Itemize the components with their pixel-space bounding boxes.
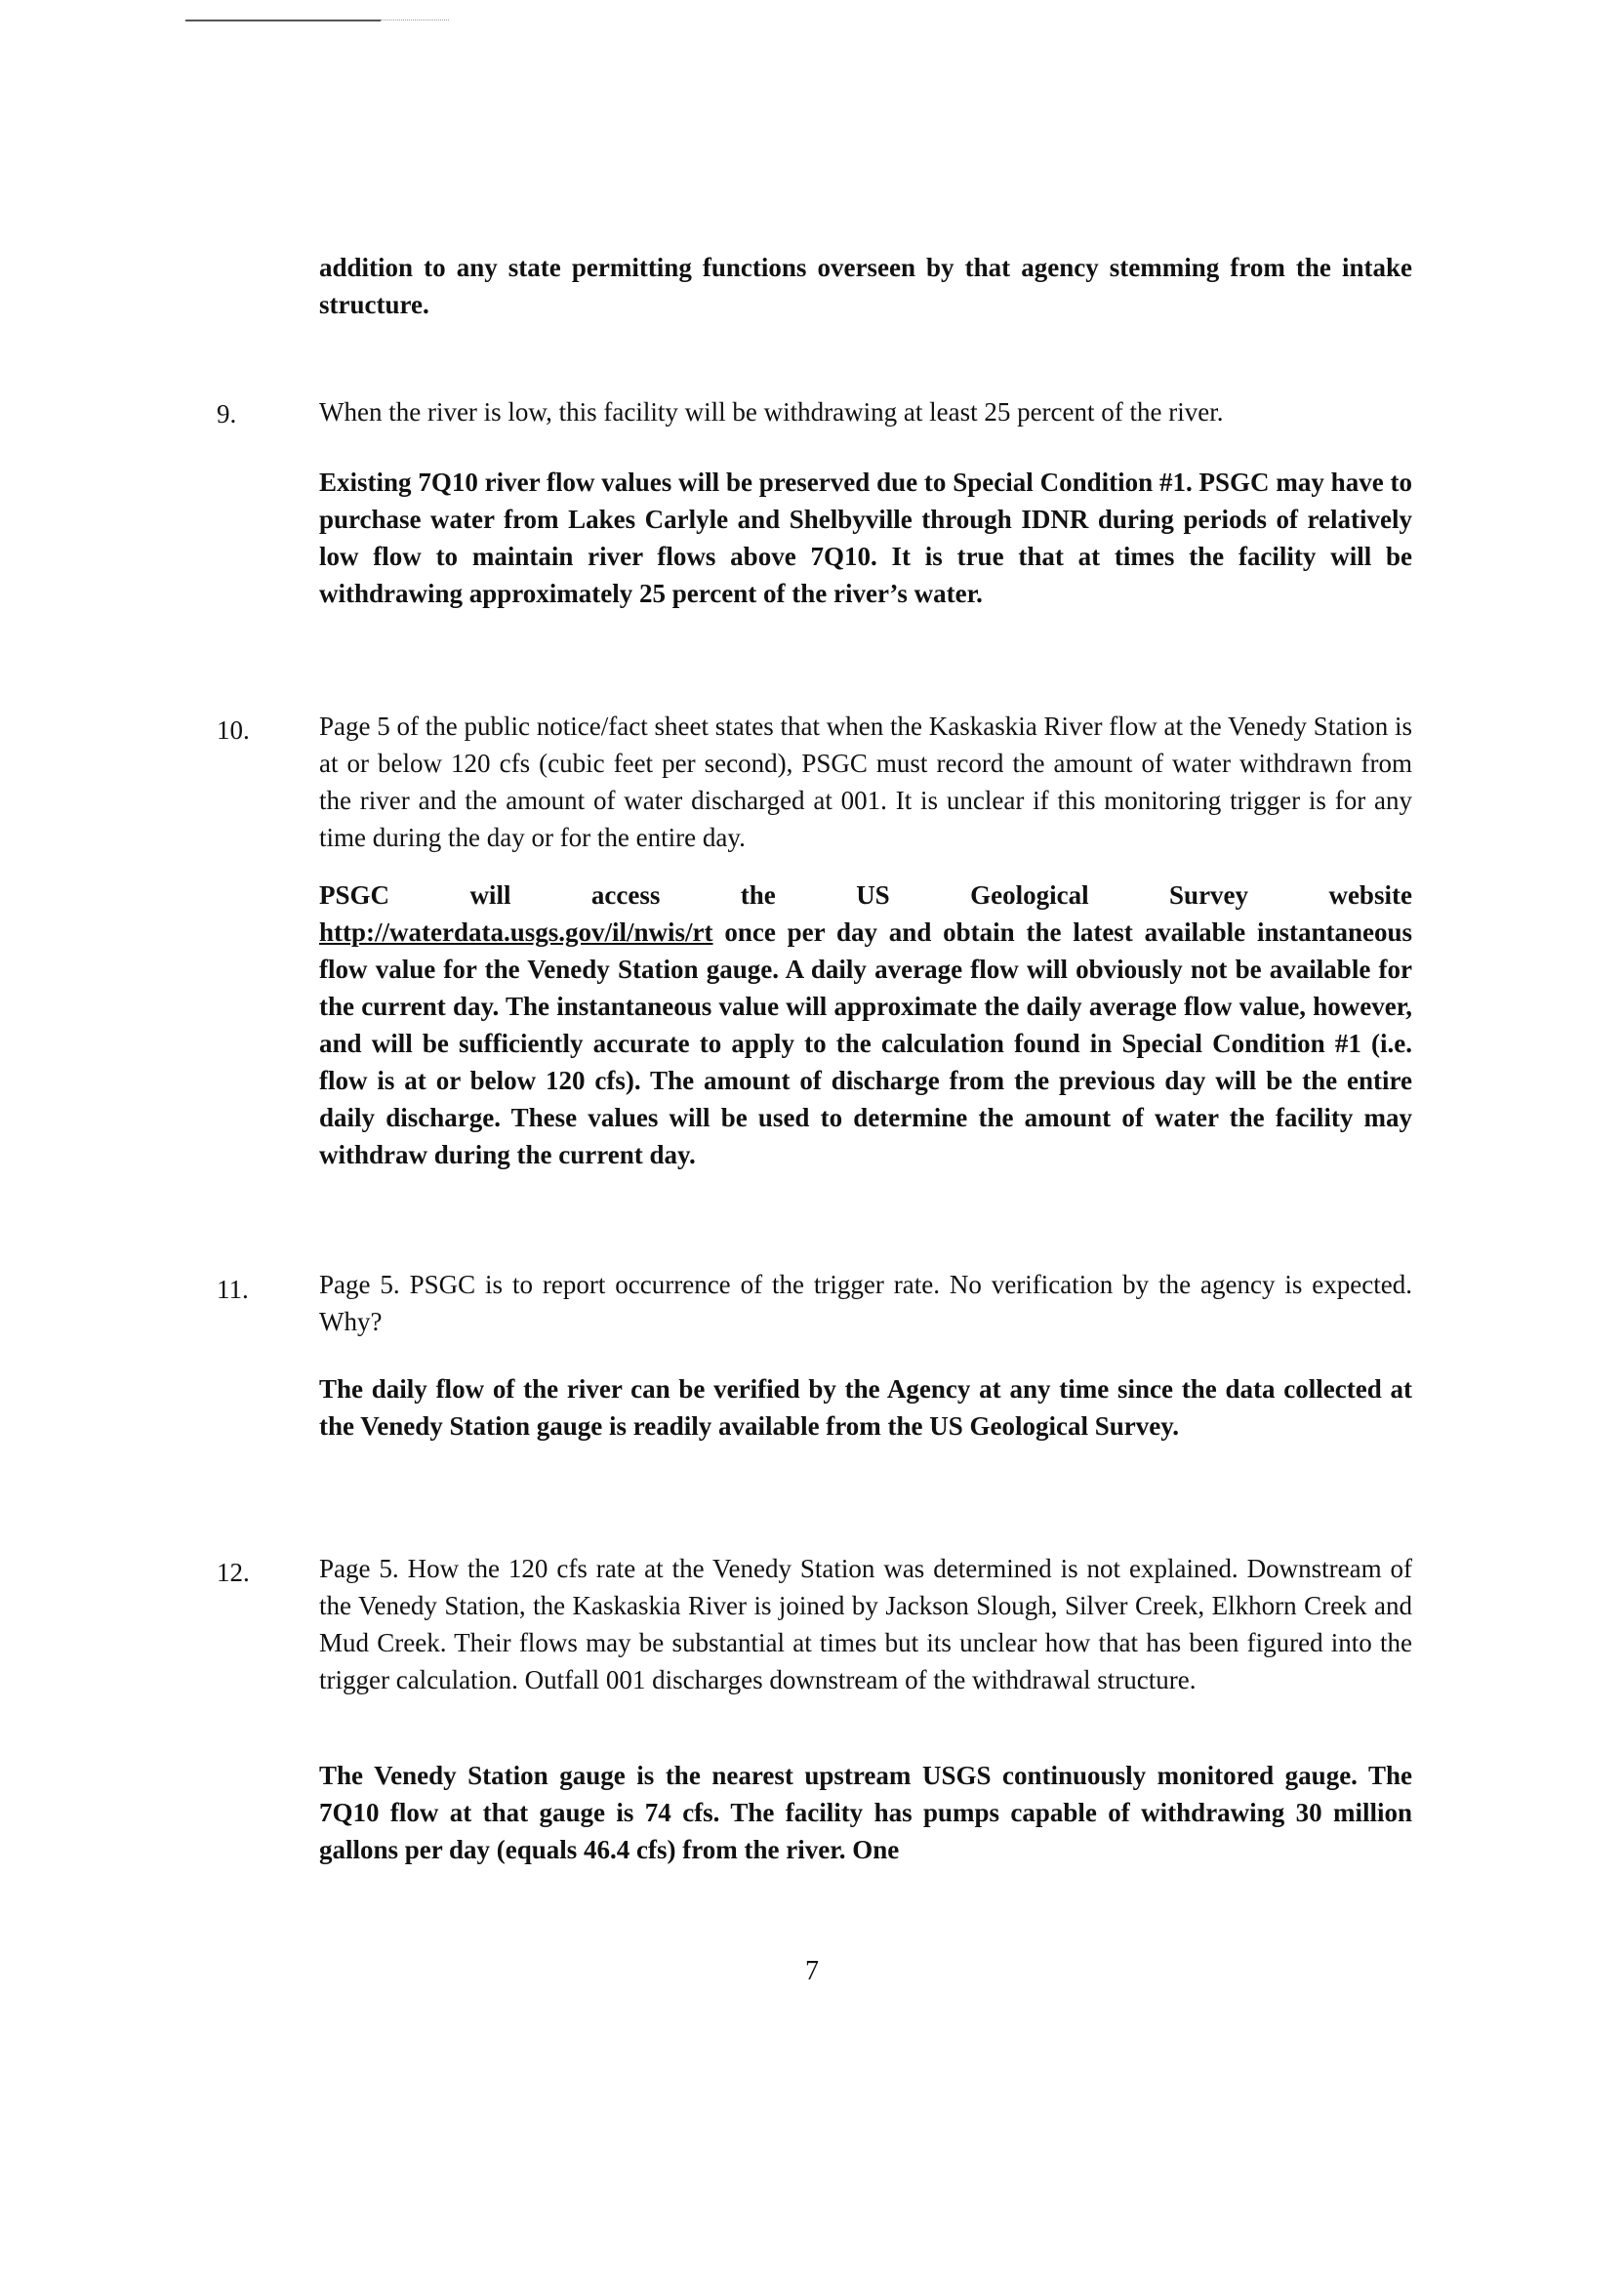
- response-word: PSGC: [319, 880, 390, 910]
- item-11-question: Page 5. PSGC is to report occurrence of the trigger rate. No verification by the agency is expected. Why?: [319, 1270, 1412, 1336]
- item-number-9: 9.: [217, 399, 237, 428]
- response-word: the: [740, 880, 776, 910]
- response-word: will: [469, 880, 511, 910]
- item-10-response-body: [319, 914, 1412, 1173]
- item-9-response-block: [319, 464, 1412, 612]
- item-10-question-block: [319, 708, 1412, 856]
- continuation-block: [319, 249, 1412, 323]
- item-number-10: 10.: [217, 715, 250, 745]
- item-10-response-rest: once per day and obtain the latest available instantaneous flow value for the Venedy Station gauge. A daily average flow will obviously not be available for the current day. The instantaneous value will approximate the daily average flow value, however, and will be sufficiently accurate to apply to the calculation found in Special Condition #1 (i.e. flow is at or below 120 cfs). The amount of discharge from the previous day will be the entire daily discharge. These values will be used to determine the amount of water the facility may withdraw during the current day.: [319, 917, 1412, 1169]
- item-11-question-block: [319, 1266, 1412, 1340]
- item-10-response-first-line: [319, 876, 1412, 914]
- response-word: access: [590, 880, 661, 910]
- item-12-response-block: [319, 1757, 1412, 1868]
- item-12-question: Page 5. How the 120 cfs rate at the Venedy Station was determined is not explained. Downstream of the Venedy Station, the Kaskaskia River is joined by Jackson Slough, Silver Creek, Elkhorn Creek and Mud Creek. Their flows may be substantial at times but its unclear how that has been figured into the trigger calculation. Outfall 001 discharges downstream of the withdrawal structure.: [319, 1554, 1412, 1694]
- usgs-website-link[interactable]: http://waterdata.usgs.gov/il/nwis/rt: [319, 917, 713, 947]
- item-9-question: When the river is low, this facility will be withdrawing at least 25 percent of the river.: [319, 397, 1224, 427]
- item-12-question-block: [319, 1550, 1412, 1698]
- response-word: Geological: [970, 880, 1089, 910]
- item-9-question-block: [319, 393, 1412, 430]
- item-10-question: Page 5 of the public notice/fact sheet states that when the Kaskaskia River flow at the Venedy Station is at or below 120 cfs (cubic feet per second), PSGC must record the amount of water withdrawn from the river and the amount of water discharged at 001. It is unclear if this monitoring trigger is for any time during the day or for the entire day.: [319, 712, 1412, 852]
- response-word: US: [856, 880, 890, 910]
- item-number-12: 12.: [217, 1558, 250, 1587]
- response-word: Survey: [1169, 880, 1249, 910]
- item-12-response: The Venedy Station gauge is the nearest upstream USGS continuously monitored gauge. The 7Q10 flow at that gauge is 74 cfs. The facility has pumps capable of withdrawing 30 million gallons per day (equals 46.4 cfs) from the river. One: [319, 1761, 1412, 1864]
- page-number: 7: [805, 1956, 819, 1986]
- response-word: website: [1328, 880, 1412, 910]
- item-10-response-block: [319, 876, 1412, 1173]
- item-11-response: The daily flow of the river can be verified by the Agency at any time since the data collected at the Venedy Station gauge is readily available from the US Geological Survey.: [319, 1374, 1412, 1441]
- item-9-response: Existing 7Q10 river flow values will be preserved due to Special Condition #1. PSGC may have to purchase water from Lakes Carlyle and Shelbyville through IDNR during periods of relatively low flow to maintain river flows above 7Q10. It is true that at times the facility will be withdrawing approximately 25 percent of the river’s water.: [319, 468, 1412, 608]
- continuation-response: addition to any state permitting functions overseen by that agency stemming from the intake structure.: [319, 253, 1412, 319]
- item-number-11: 11.: [217, 1275, 249, 1304]
- item-11-response-block: [319, 1370, 1412, 1445]
